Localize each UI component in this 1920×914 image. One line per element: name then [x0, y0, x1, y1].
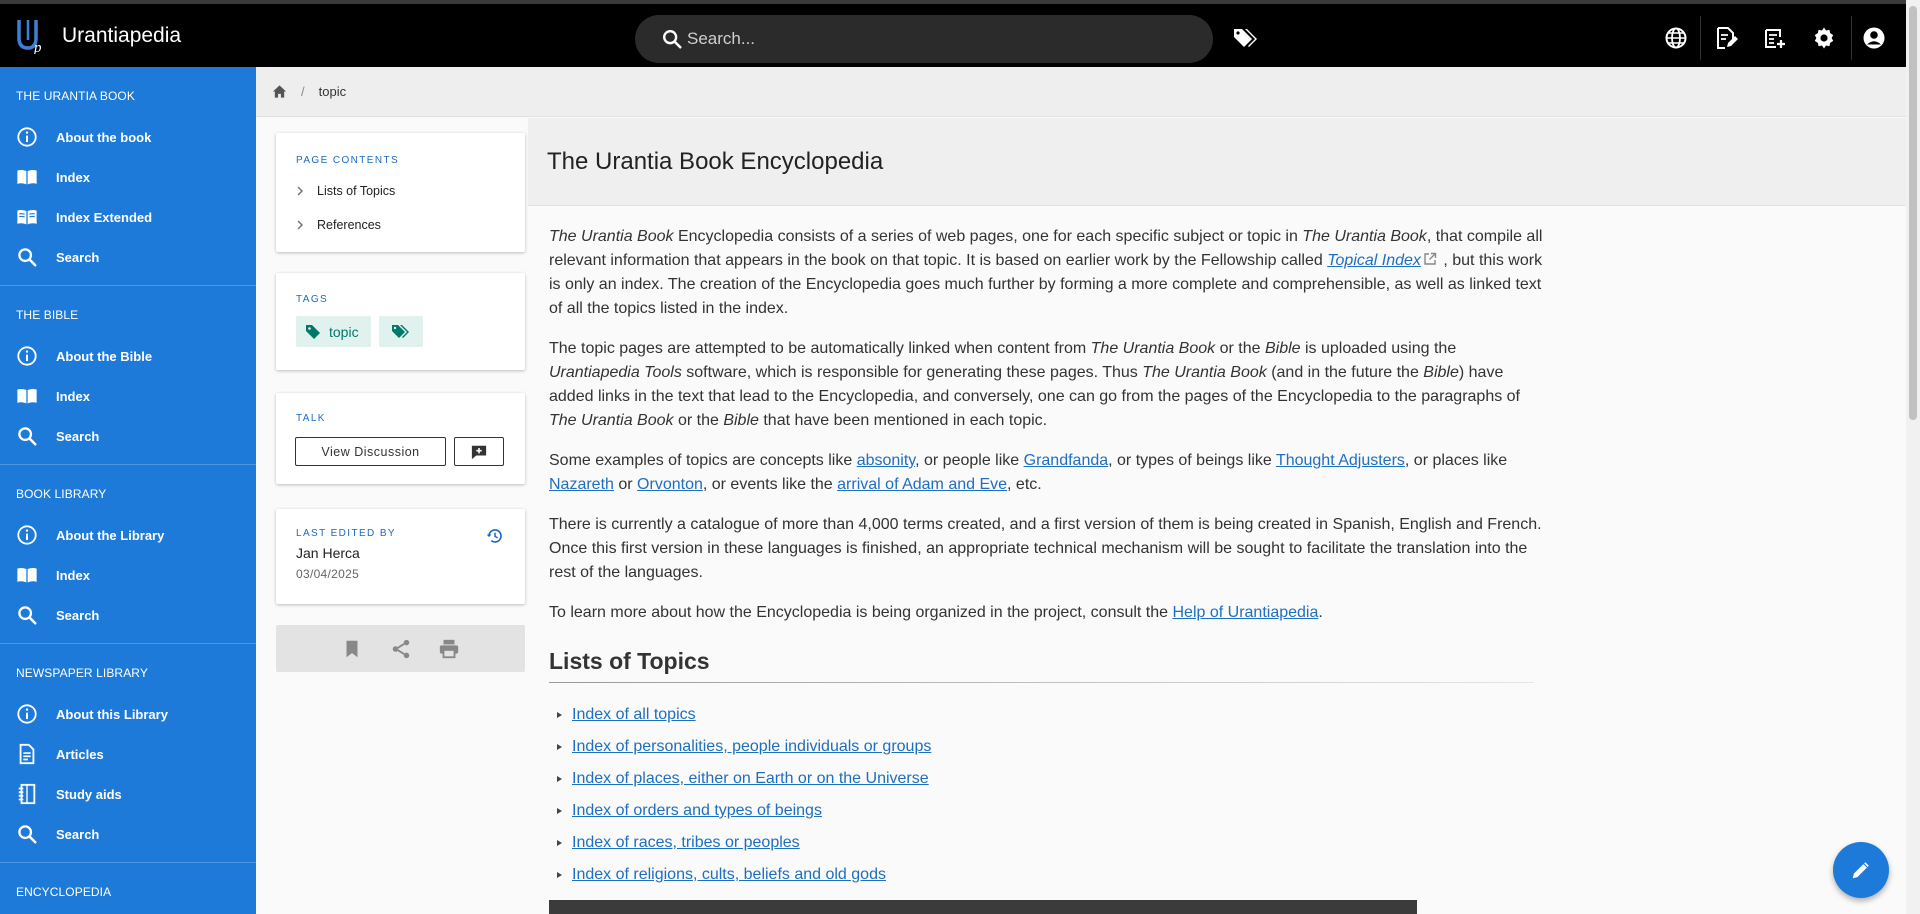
text-span: , or people like: [915, 452, 1024, 469]
software-name-italic: Urantiapedia Tools: [549, 364, 682, 381]
article-paragraph: [549, 225, 1545, 321]
chevron-right-icon: [294, 185, 306, 197]
search-icon: [16, 246, 38, 268]
sidebar-item-label: Articles: [56, 746, 104, 762]
new-page-icon[interactable]: [1763, 26, 1787, 50]
toc-item-lists-of-topics[interactable]: [276, 174, 525, 208]
sidebar-item-label: About the Bible: [56, 348, 153, 364]
help-urantiapedia-link[interactable]: Help of Urantiapedia: [1172, 604, 1319, 621]
sidebar-item-about-library[interactable]: [0, 515, 256, 555]
book-title-italic: Bible: [1264, 340, 1301, 357]
chevron-right-icon: [294, 219, 306, 231]
text-span: , that compile all relevant information that appears in the book on that topic. It is based on earlier work by the Fellowship called: [549, 228, 1543, 269]
book-open-icon: [16, 564, 38, 586]
bookmark-icon[interactable]: [341, 638, 363, 660]
text-span: , etc.: [1007, 476, 1042, 493]
sidebar-section-bible: [0, 286, 256, 465]
search-box[interactable]: [635, 15, 1213, 63]
urantiapedia-logo[interactable]: [16, 18, 50, 54]
topic-index-link[interactable]: Index of personalities, people individuals or groups: [572, 738, 932, 755]
text-span: (and in the future the: [1266, 364, 1424, 381]
svg-text:p: p: [34, 40, 42, 54]
bullet-triangle-icon: [557, 808, 562, 814]
search-icon: [661, 28, 683, 50]
info-icon: [16, 703, 38, 725]
toc-item-label: References: [317, 218, 381, 232]
book-title-italic: The Urantia Book: [549, 412, 674, 429]
sidebar-section-encyclopedia: [0, 863, 256, 914]
topic-index-link[interactable]: Index of races, tribes or peoples: [572, 834, 800, 851]
text-span: , or events like the: [702, 476, 838, 493]
text-span: Encyclopedia consists of a series of web pages, one for each specific subject or topic in: [673, 228, 1303, 245]
sidebar-item-library-search[interactable]: [0, 595, 256, 635]
sidebar-item-label: About the book: [56, 129, 152, 145]
book-title-italic: Bible: [1423, 364, 1459, 381]
sidebar-item-book-index[interactable]: [0, 157, 256, 197]
info-icon: [16, 345, 38, 367]
search-icon: [16, 604, 38, 626]
sidebar-item-label: Search: [56, 607, 100, 623]
bullet-triangle-icon: [557, 712, 562, 718]
sidebar-heading: NEWSPAPER LIBRARY: [16, 666, 148, 680]
text-span: is uploaded using the: [1300, 340, 1457, 357]
sidebar-item-label: Index: [56, 169, 90, 185]
text-span: To learn more about how the Encyclopedia is being organized in the project, consult the: [549, 604, 1173, 621]
pencil-icon: [1850, 859, 1872, 881]
search-input[interactable]: [687, 15, 1187, 63]
account-icon[interactable]: [1862, 26, 1886, 50]
header-divider: [1851, 16, 1852, 60]
book-open-icon: [16, 385, 38, 407]
text-span: .: [1318, 604, 1323, 621]
section-heading-lists-of-topics: Lists of Topics: [549, 648, 710, 674]
tag-label: topic: [329, 323, 359, 340]
top-app-bar: [0, 0, 1906, 67]
last-edited-author[interactable]: Jan Herca: [296, 545, 360, 561]
text-span: or: [613, 476, 638, 493]
text-span: , but this work is only an index. The creation of the Encyclopedia goes much further by forming a more complete and comprehensible, as well as linked text of all the topics listed in the index.: [549, 252, 1543, 317]
article-paragraph: [549, 601, 1545, 625]
sidebar-item-label: Index Extended: [56, 209, 153, 225]
sidebar-section-book-library: [0, 465, 256, 644]
language-globe-icon[interactable]: [1664, 26, 1688, 50]
sidebar-item-label: Search: [56, 428, 100, 444]
edit-page-icon[interactable]: [1714, 26, 1738, 50]
breadcrumb-separator: /: [301, 84, 305, 99]
sidebar-item-about-book[interactable]: [0, 117, 256, 157]
talk-card: [276, 393, 525, 484]
topic-index-link[interactable]: Index of all topics: [572, 706, 696, 723]
sidebar-item-study-aids[interactable]: [0, 774, 256, 814]
view-discussion-button[interactable]: View Discussion: [295, 437, 446, 466]
text-span: software, which is responsible for generating these pages. Thus: [681, 364, 1143, 381]
book-title-italic: The Urantia Book: [1142, 364, 1267, 381]
search-icon: [16, 823, 38, 845]
text-span: ) have added links in the text that lead to the Encyclopedia, and conversely, one can go from the pages of the Encyclopedia to the paragraphs of: [549, 364, 1520, 405]
all-tags-button[interactable]: [379, 316, 423, 347]
sidebar-item-about-bible[interactable]: [0, 336, 256, 376]
info-icon: [16, 126, 38, 148]
text-span: or the: [673, 412, 724, 429]
breadcrumb: [256, 67, 1906, 117]
new-comment-button[interactable]: [454, 437, 504, 466]
list-item: [557, 699, 931, 731]
book-open-variant-icon: [16, 206, 38, 228]
sidebar-item-label: Search: [56, 826, 100, 842]
last-edited-card: [276, 509, 525, 604]
article-body: [549, 225, 1545, 641]
home-icon[interactable]: [272, 84, 287, 99]
topic-index-link[interactable]: Index of religions, cults, beliefs and old gods: [572, 866, 886, 883]
arrival-adam-eve-link[interactable]: arrival of Adam and Eve: [837, 476, 1008, 493]
bullet-triangle-icon: [557, 840, 562, 846]
tag-chip-topic[interactable]: [296, 316, 371, 347]
edit-fab-button[interactable]: [1833, 842, 1889, 898]
external-link-icon: [1423, 252, 1437, 266]
list-item: [557, 827, 931, 859]
page-contents-card: [276, 133, 525, 252]
tag-icon: [305, 324, 321, 340]
sidebar-item-library-index[interactable]: [0, 555, 256, 595]
sidebar-item-label: About the Library: [56, 527, 165, 543]
sidebar-heading: THE URANTIA BOOK: [16, 89, 135, 103]
tags-label: TAGS: [296, 294, 329, 305]
sidebar-item-label: Index: [56, 388, 90, 404]
tag-list: [296, 316, 423, 347]
text-span: or the: [1215, 340, 1265, 357]
sidebar-heading: BOOK LIBRARY: [16, 487, 107, 501]
history-icon[interactable]: [486, 527, 504, 545]
book-title-italic: Bible: [723, 412, 759, 429]
topic-list: [557, 699, 931, 891]
bullet-triangle-icon: [557, 872, 562, 878]
sidebar-section-urantia-book: [0, 67, 256, 286]
text-span: that have been mentioned in each topic.: [758, 412, 1048, 429]
talk-label: TALK: [296, 413, 326, 424]
sidebar-nav: [0, 67, 256, 914]
scrollbar-thumb[interactable]: [1909, 6, 1917, 420]
link-text: Topical Index: [1327, 252, 1421, 269]
sidebar-section-newspaper-library: [0, 644, 256, 863]
embedded-media-frame[interactable]: [549, 900, 1417, 914]
book-title-italic: The Urantia Book: [1302, 228, 1427, 245]
topical-index-link[interactable]: [1327, 252, 1421, 269]
article-paragraph: [549, 449, 1545, 497]
list-item: [557, 731, 931, 763]
sidebar-item-about-this-library[interactable]: [0, 694, 256, 734]
sidebar-item-label: Study aids: [56, 786, 122, 802]
last-edited-label: LAST EDITED BY: [296, 528, 396, 539]
sidebar-item-index-extended[interactable]: [0, 197, 256, 237]
text-span: , or types of beings like: [1108, 452, 1276, 469]
tags-icon: [391, 324, 411, 340]
thought-adjusters-link[interactable]: Thought Adjusters: [1275, 452, 1405, 469]
sidebar-item-book-search[interactable]: [0, 237, 256, 277]
search-icon: [16, 425, 38, 447]
book-title-italic: The Urantia Book: [1090, 340, 1216, 357]
book-open-icon: [16, 166, 38, 188]
tags-browse-icon[interactable]: [1232, 26, 1258, 50]
sidebar-item-label: About this Library: [56, 706, 168, 722]
sidebar-heading: THE BIBLE: [16, 308, 79, 322]
nazareth-link[interactable]: Nazareth: [549, 476, 614, 493]
breadcrumb-current[interactable]: topic: [318, 84, 347, 99]
orvonton-link[interactable]: Orvonton: [637, 476, 703, 493]
grandfanda-link[interactable]: Grandfanda: [1023, 452, 1109, 469]
bullet-triangle-icon: [557, 776, 562, 782]
toc-item-references[interactable]: [276, 208, 525, 242]
settings-gear-icon[interactable]: [1812, 26, 1836, 50]
text-span: The topic pages are attempted to be automatically linked when content from: [549, 340, 1091, 357]
sidebar-item-bible-search[interactable]: [0, 416, 256, 456]
sidebar-item-label: Search: [56, 249, 100, 265]
page-actions-bar: [276, 625, 525, 672]
article-paragraph: There is currently a catalogue of more than 4,000 terms created, and a first version of them is being created in Spanish, English and French. Once this first version in these languages is finished, an appropriate technical mechanism will be sought to facilitate the translation into the rest of the languages.: [549, 516, 1542, 581]
text-span: , or places like: [1404, 452, 1508, 469]
toc-item-label: Lists of Topics: [317, 184, 396, 198]
absonity-link[interactable]: absonity: [856, 452, 916, 469]
sidebar-item-articles[interactable]: [0, 734, 256, 774]
section-divider: [549, 682, 1534, 683]
info-icon: [16, 524, 38, 546]
page-scrollbar[interactable]: [1906, 0, 1920, 914]
page-title-band: [528, 118, 1906, 206]
article-icon: [16, 743, 38, 765]
page-contents-label: PAGE CONTENTS: [296, 155, 400, 166]
sidebar-item-bible-index[interactable]: [0, 376, 256, 416]
sidebar-heading: ENCYCLOPEDIA: [16, 885, 112, 899]
topic-index-link[interactable]: Index of orders and types of beings: [572, 802, 822, 819]
bullet-triangle-icon: [557, 744, 562, 750]
sidebar-item-label: Index: [56, 567, 90, 583]
header-divider: [1700, 16, 1701, 60]
notebook-icon: [16, 783, 38, 805]
topic-index-link[interactable]: Index of places, either on Earth or on the Universe: [572, 770, 929, 787]
comment-add-icon: [470, 444, 488, 460]
list-item: [557, 859, 931, 891]
last-edited-date: 03/04/2025: [296, 567, 360, 581]
app-title[interactable]: Urantiapedia: [62, 24, 182, 47]
text-span: Some examples of topics are concepts like: [549, 452, 857, 469]
page-title: The Urantia Book Encyclopedia: [547, 148, 884, 175]
sidebar-item-newspaper-search[interactable]: [0, 814, 256, 854]
list-item: [557, 795, 931, 827]
list-item: [557, 763, 931, 795]
share-icon[interactable]: [390, 638, 412, 660]
article-paragraph: [549, 337, 1545, 433]
print-icon[interactable]: [438, 638, 460, 660]
book-title-italic: The Urantia Book: [549, 228, 674, 245]
tags-card: [276, 273, 525, 370]
